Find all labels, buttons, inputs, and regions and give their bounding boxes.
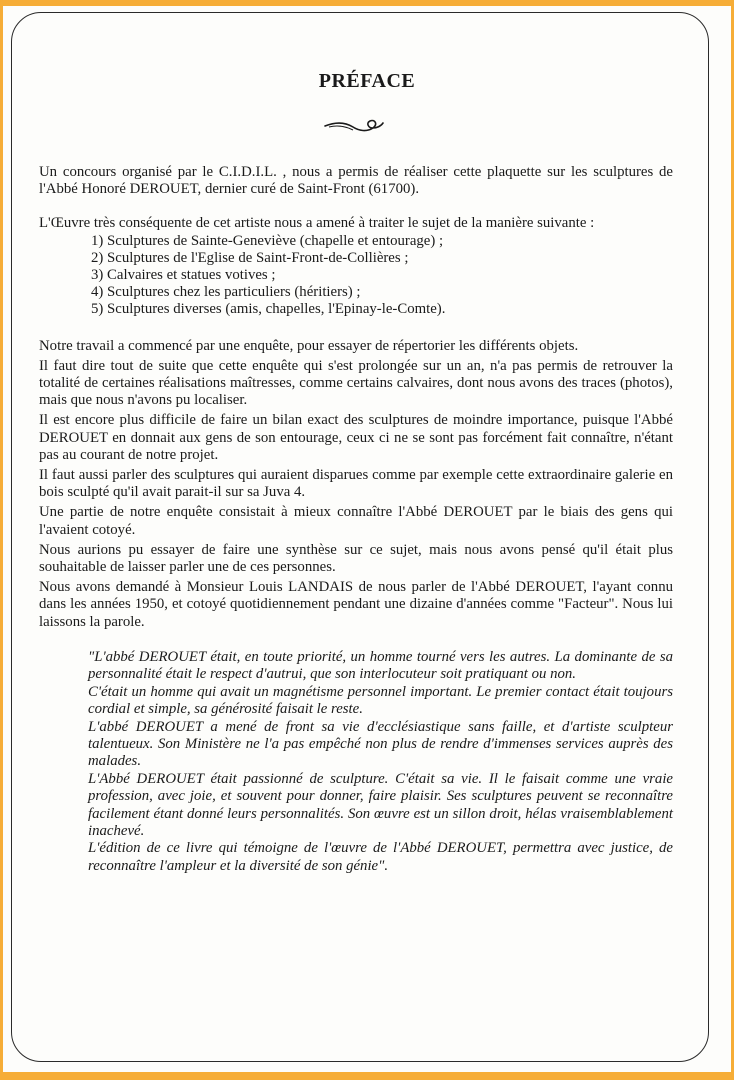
quote-paragraph: "L'abbé DEROUET était, en toute priorité, un homme tourné vers les autres. La dominante de sa personnalité était le respect d'autrui, que son interlocuteur soit pratiquant ou non. bbox=[88, 648, 673, 683]
landais-quote bbox=[88, 649, 673, 875]
list-item: 1) Sculptures de Sainte-Geneviève (chapelle et entourage) ; bbox=[91, 232, 444, 249]
quote-paragraph: C'était un homme qui avait un magnétisme personnel important. Le premier contact était toujours cordial et simple, sa générosité faisait le reste. bbox=[88, 683, 673, 718]
body-paragraph: Nous aurions pu essayer de faire une synthèse sur ce sujet, mais nous avons pensé qu'il était plus souhaitable de laisser parler une de ces personnes. bbox=[39, 541, 673, 576]
list-item: 5) Sculptures diverses (amis, chapelles, l'Epinay-le-Comte). bbox=[91, 301, 446, 318]
body-paragraph: Il est encore plus difficile de faire un bilan exact des sculptures de moindre importance, puisque l'Abbé DEROUET en donnait aux gens de son entourage, ceux ci ne se sont pas forcément fait connaître, n'étant pas au courant de notre projet. bbox=[39, 412, 673, 463]
page-title: PRÉFACE bbox=[318, 70, 416, 92]
document-page bbox=[3, 6, 731, 1072]
list-item: 2) Sculptures de l'Eglise de Saint-Front-de-Collières ; bbox=[91, 249, 409, 266]
swirl-ornament-icon bbox=[323, 114, 385, 136]
body-paragraph: Une partie de notre enquête consistait à mieux connaître l'Abbé DEROUET par le biais des gens qui l'avaient cotoyé. bbox=[39, 504, 673, 538]
body-paragraph: Il faut aussi parler des sculptures qui auraient disparues comme par exemple cette extraordinaire galerie en bois sculpté qu'il avait parait-il sur sa Juva 4. bbox=[39, 467, 673, 501]
oeuvre-intro-paragraph: L'Œuvre très conséquente de cet artiste nous a amené à traiter le sujet de la manière suivante : bbox=[39, 215, 595, 232]
sculpture-category-list bbox=[39, 233, 673, 319]
quote-paragraph: L'édition de ce livre qui témoigne de l'œuvre de l'Abbé DEROUET, permettra avec justice, de reconnaître l'ampleur et la diversité de son génie". bbox=[88, 840, 673, 874]
list-item: 4) Sculptures chez les particuliers (héritiers) ; bbox=[91, 284, 361, 301]
quote-paragraph: L'Abbé DEROUET était passionné de sculpture. C'était sa vie. Il le faisait comme une vraie profession, avec joie, et souvent pour donner, faire plaisir. Ses sculptures peuvent se reconnaître facilement étant donné leurs personnalités. Son œuvre est un sillon droit, hélas vraisemblablement inachevé. bbox=[88, 770, 673, 839]
list-item: 3) Calvaires et statues votives ; bbox=[91, 267, 276, 284]
quote-paragraph: L'abbé DEROUET a mené de front sa vie d'ecclésiastique sans faille, et d'artiste sculpteur talentueux. Son Ministère ne l'a pas empêché non plus de rendre d'immenses services auprès des malades. bbox=[88, 718, 673, 770]
body-paragraph: Notre travail a commencé par une enquête, pour essayer de répertorier les différents objets. bbox=[39, 337, 579, 354]
body-paragraph: Nous avons demandé à Monsieur Louis LANDAIS de nous parler de l'Abbé DEROUET, l'ayant connu dans les années 1950, et cotoyé quotidiennement pendant une dizaine d'années comme "Facteur". Nous lui laissons la parole. bbox=[39, 579, 673, 630]
preface-body bbox=[39, 164, 673, 875]
intro-paragraph: Un concours organisé par le C.I.D.I.L. , nous a permis de réaliser cette plaquette sur les sculptures de l'Abbé Honoré DEROUET, dernier curé de Saint-Front (61700). bbox=[39, 164, 673, 198]
body-paragraph: Il faut dire tout de suite que cette enquête qui s'est prolongée sur un an, n'a pas permis de retrouver la totalité de certaines réalisations maîtresses, comme certains calvaires, dont nous avons des traces (photos), mais que nous n'avons pu localiser. bbox=[39, 357, 673, 409]
